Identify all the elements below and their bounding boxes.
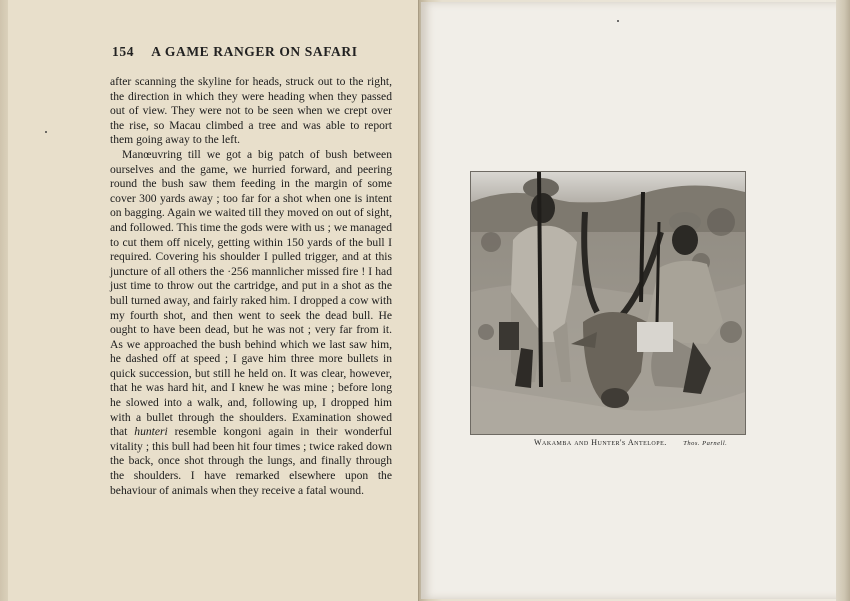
- photo-credit: Thos. Parnell.: [683, 440, 728, 447]
- page-number: 154: [112, 44, 135, 59]
- running-header: [112, 44, 392, 60]
- paragraph-2: [110, 148, 392, 498]
- paragraph-1: after scanning the skyline for heads, struck out to the right, the direction in which they were heading when they passed out of view. They were not to be seen when we crept over the rise, so Macau climbed a tree and was able to report them going away to the left.: [110, 75, 392, 147]
- page-edge: [836, 0, 850, 601]
- paragraph-2-tail: resemble kongoni again in their wonderful vitality ; this bull had been hit four times ; twice raked down the back, once shot through the lungs, and finally through the shoulders. I have remarked elsewhere upon the behaviour of animals when they receive a fatal wound.: [110, 425, 392, 497]
- body-text: [110, 75, 392, 498]
- paragraph-2-text: Manœuvring till we got a big patch of bush between ourselves and the game, we hurried forward, and peering round the bush saw them feeding in the margin of some cover 300 yards away ; too far for a shot when one is intent on bagging. Again we waited till they moved on out of sight, and followed. This time the gods were with us ; we managed to cut them off nicely, getting within 150 yards of the bull I required. Covering his shoulder I pulled trigger, and at this juncture of all others the ·256 mannlicher missed fire ! I had just time to throw out the cartridge, and put in a shot as the bull turned away, and fairly raked him. I dropped a cow with my fourth shot, and then went to seek the dead bull. He ought to have been dead, but he was not ; very far from it. As we approached the bush behind which we last saw him, he dashed off at speed ; I gave him three more bullets in quick succession, but still he held on. It was clear, however, that he was hard hit, and I knew he was mine ; before long he slowed into a walk, and, following up, I dropped him with a bullet through the shoulders. Examination showed that: [110, 147, 392, 439]
- speck: [617, 20, 619, 22]
- caption-title: Wakamba and Hunter's Antelope.: [534, 438, 667, 447]
- photograph-illustration: [471, 172, 745, 434]
- running-head-title: A GAME RANGER ON SAFARI: [151, 44, 358, 59]
- speck: [45, 131, 47, 133]
- photo-caption: [534, 438, 744, 447]
- species-name: hunteri: [134, 425, 168, 439]
- photograph-plate: [470, 171, 746, 435]
